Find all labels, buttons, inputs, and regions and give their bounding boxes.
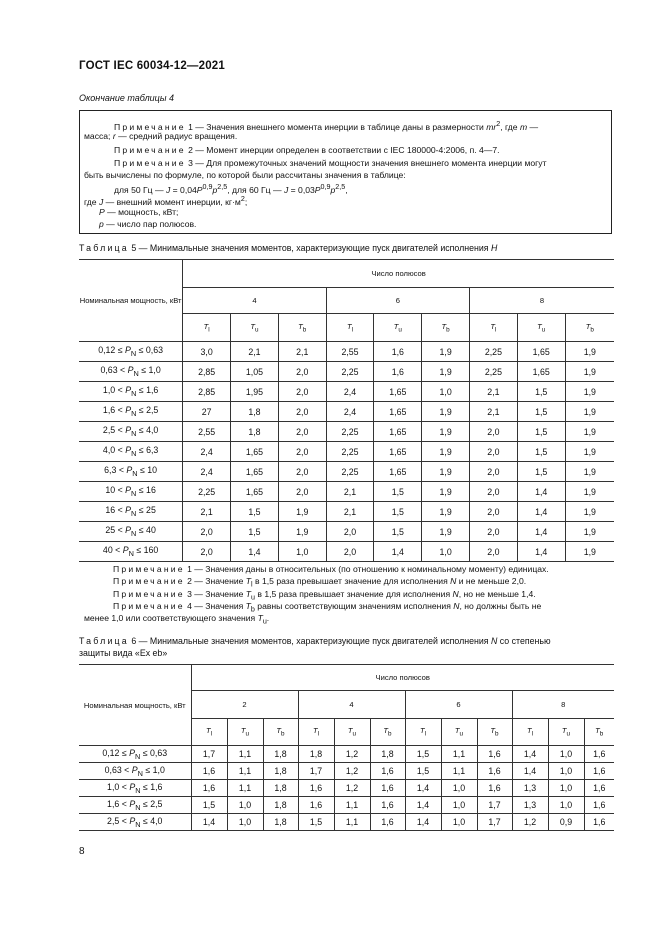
table5-torque-symbol: $T_l$ xyxy=(326,314,374,342)
table5-value-cell: 2,0 xyxy=(326,522,374,542)
table6-value-cell: 1,6 xyxy=(370,763,405,780)
table5-value-cell: 2,0 xyxy=(470,482,518,502)
table4-note-line: быть вычислены по формуле, по которой были рассчитаны значения в таблице: xyxy=(84,170,406,180)
table5-value-cell: 1,9 xyxy=(422,522,470,542)
table5-value-cell: 1,9 xyxy=(565,342,614,362)
table5-value-cell: 3,0 xyxy=(183,342,231,362)
table5-value-cell: 1,65 xyxy=(231,462,279,482)
table6-value-cell: 1,7 xyxy=(298,763,334,780)
table6-value-cell: 1,6 xyxy=(191,763,227,780)
table5-row xyxy=(79,522,614,542)
table5-value-cell: 1,9 xyxy=(278,522,326,542)
table5-value-cell: 2,0 xyxy=(470,462,518,482)
table6-value-cell: 1,4 xyxy=(512,746,548,763)
table5-value-cell: 1,4 xyxy=(517,522,565,542)
table5-value-cell: 1,65 xyxy=(374,422,422,442)
table5-row xyxy=(79,482,614,502)
table5-value-cell: 2,4 xyxy=(326,402,374,422)
table6-value-cell: 1,0 xyxy=(227,814,263,831)
table5-value-cell: 2,25 xyxy=(470,342,518,362)
table6-value-cell: 1,1 xyxy=(227,780,263,797)
table5-value-cell: 2,4 xyxy=(183,462,231,482)
table6-value-cell: 1,8 xyxy=(263,746,298,763)
table5-torque-symbol: $T_l$ xyxy=(183,314,231,342)
table5-value-cell: 2,25 xyxy=(470,362,518,382)
table6 xyxy=(79,664,614,831)
table5-value-cell: 1,6 xyxy=(374,342,422,362)
table6-torque-symbol: $T_b$ xyxy=(263,719,298,746)
table5-value-cell: 2,1 xyxy=(326,482,374,502)
table4-notes-box xyxy=(79,110,612,234)
table6-torque-symbol: $T_b$ xyxy=(370,719,405,746)
table6-torque-symbol: $T_l$ xyxy=(405,719,441,746)
table5-value-cell: 1,0 xyxy=(422,382,470,402)
table6-torque-symbol: $T_l$ xyxy=(298,719,334,746)
table6-value-cell: 1,6 xyxy=(584,797,614,814)
table5-row xyxy=(79,442,614,462)
table5-value-cell: 2,25 xyxy=(326,442,374,462)
table5-value-cell: 2,55 xyxy=(326,342,374,362)
table6-caption-line2: защиты вида «Ex eb» xyxy=(79,648,168,658)
table6-value-cell: 1,0 xyxy=(441,780,477,797)
table6-value-cell: 1,7 xyxy=(477,797,512,814)
table5-value-cell: 1,9 xyxy=(565,522,614,542)
table6-value-cell: 1,6 xyxy=(477,780,512,797)
table5-value-cell: 1,4 xyxy=(517,542,565,562)
table5-value-cell: 2,1 xyxy=(183,502,231,522)
table5-value-cell: 2,85 xyxy=(183,382,231,402)
table5-pole-count: 6 xyxy=(326,288,469,314)
table5-value-cell: 1,65 xyxy=(231,442,279,462)
table5-value-cell: 2,0 xyxy=(470,542,518,562)
table4-note-line: где J — внешний момент инерции, $кг\cdot м^2$; xyxy=(84,195,248,207)
table5-power-header: Номинальная мощность, кВт xyxy=(79,260,183,342)
table6-torque-symbol: $T_u$ xyxy=(334,719,370,746)
table5-value-cell: 1,5 xyxy=(374,482,422,502)
table5-note: Примечание 4 — Значения $T_b$ равны соответствующим значениям исполнения N, но должны быть не xyxy=(113,601,542,614)
table5-power-cell: $1,0 < P_N \le 1,6$ xyxy=(79,382,183,402)
table5-note: менее 1,0 или соответствующего значения $T_u$. xyxy=(84,613,270,626)
table6-torque-symbol: $T_u$ xyxy=(548,719,584,746)
table6-value-cell: 1,6 xyxy=(191,780,227,797)
table5-value-cell: 2,25 xyxy=(326,362,374,382)
table5-poles-header: Число полюсов xyxy=(183,260,614,288)
table6-value-cell: 1,7 xyxy=(191,746,227,763)
table6-pole-count: 2 xyxy=(191,691,298,719)
table5-power-cell: $1,6 < P_N \le 2,5$ xyxy=(79,402,183,422)
table5-value-cell: 2,0 xyxy=(278,462,326,482)
table5-value-cell: 1,4 xyxy=(517,482,565,502)
table6-power-cell: $1,0 < P_N \le 1,6$ xyxy=(79,780,191,797)
table6-value-cell: 1,6 xyxy=(298,797,334,814)
table4-formula-line: для 50 Гц — $J = 0,04P^{0,9}p^{2,5}$, для 60 Гц — $J = 0,03P^{0,9}p^{2,5}$, xyxy=(114,183,348,195)
table6-value-cell: 1,7 xyxy=(477,814,512,831)
table6-value-cell: 1,0 xyxy=(548,746,584,763)
table6-value-cell: 1,0 xyxy=(441,797,477,814)
table4-end-caption: Окончание таблицы 4 xyxy=(79,93,174,103)
table5-value-cell: 1,95 xyxy=(231,382,279,402)
table5-value-cell: 1,5 xyxy=(517,422,565,442)
table4-note-line: Примечание 2 — Момент инерции определен в соответствии с IEC 180000-4:2006, п. 4—7. xyxy=(114,145,500,155)
table6-value-cell: 1,6 xyxy=(370,797,405,814)
table6-value-cell: 1,5 xyxy=(405,763,441,780)
table6-value-cell: 1,6 xyxy=(584,763,614,780)
table5-torque-symbol: $T_b$ xyxy=(278,314,326,342)
table6-value-cell: 1,2 xyxy=(334,746,370,763)
table6-value-cell: 1,6 xyxy=(584,780,614,797)
table6-value-cell: 1,6 xyxy=(370,814,405,831)
table5-power-cell: $16 < P_N \le 25$ xyxy=(79,502,183,522)
table4-note-line: P — мощность, кВт; xyxy=(99,207,179,217)
table5-value-cell: 2,4 xyxy=(183,442,231,462)
table4-note-line: Примечание 1 — Значения внешнего момента инерции в таблице даны в размерности $mr^2$, где m — xyxy=(114,120,539,132)
table5-value-cell: 2,0 xyxy=(183,522,231,542)
document-header: ГОСТ IEC 60034-12—2021 xyxy=(79,60,225,72)
table6-value-cell: 1,5 xyxy=(191,797,227,814)
table6-pole-count: 8 xyxy=(512,691,614,719)
table5-value-cell: 1,0 xyxy=(278,542,326,562)
table6-value-cell: 1,6 xyxy=(298,780,334,797)
table5-note: Примечание 2 — Значение $T_l$ в 1,5 раза превышает значение для исполнения N и не меньше 2,0. xyxy=(113,576,527,589)
table5-value-cell: 2,1 xyxy=(470,382,518,402)
table6-value-cell: 1,4 xyxy=(512,763,548,780)
table5-value-cell: 1,9 xyxy=(565,442,614,462)
table5-value-cell: 2,0 xyxy=(278,422,326,442)
table6-row xyxy=(79,814,614,831)
table5-row xyxy=(79,402,614,422)
table6-torque-symbol: $T_b$ xyxy=(477,719,512,746)
table5-value-cell: 2,1 xyxy=(326,502,374,522)
table5-value-cell: 1,5 xyxy=(517,442,565,462)
table6-torque-symbol: $T_u$ xyxy=(227,719,263,746)
table5-value-cell: 1,9 xyxy=(422,502,470,522)
table5-value-cell: 2,1 xyxy=(278,342,326,362)
table5-value-cell: 1,9 xyxy=(565,402,614,422)
table5-value-cell: 2,1 xyxy=(470,402,518,422)
table5-power-cell: $6,3 < P_N \le 10$ xyxy=(79,462,183,482)
table5-value-cell: 1,4 xyxy=(517,502,565,522)
table6-value-cell: 1,4 xyxy=(191,814,227,831)
table6-value-cell: 1,8 xyxy=(298,746,334,763)
table6-row xyxy=(79,780,614,797)
table5-value-cell: 1,9 xyxy=(565,362,614,382)
table6-caption: Таблица 6 — Минимальные значения моментов, характеризующие пуск двигателей исполнения N со степенью xyxy=(79,636,551,646)
table5-power-cell: $4,0 < P_N \le 6,3$ xyxy=(79,442,183,462)
table5-value-cell: 2,0 xyxy=(278,442,326,462)
table5-value-cell: 1,5 xyxy=(374,522,422,542)
table6-torque-symbol: $T_l$ xyxy=(191,719,227,746)
table5-torque-symbol: $T_u$ xyxy=(517,314,565,342)
table5-value-cell: 1,0 xyxy=(422,542,470,562)
table5-value-cell: 1,9 xyxy=(422,442,470,462)
table5-value-cell: 1,65 xyxy=(374,442,422,462)
table6-value-cell: 1,1 xyxy=(227,763,263,780)
table5-value-cell: 2,25 xyxy=(326,422,374,442)
table5-value-cell: 2,1 xyxy=(231,342,279,362)
table6-value-cell: 1,4 xyxy=(405,814,441,831)
table5-value-cell: 2,0 xyxy=(278,402,326,422)
table5-row xyxy=(79,542,614,562)
table5-value-cell: 1,9 xyxy=(565,422,614,442)
table5-row xyxy=(79,422,614,442)
table5-pole-count: 4 xyxy=(183,288,326,314)
table4-note-line: масса; r — средний радиус вращения. xyxy=(84,131,238,141)
table5-value-cell: 2,0 xyxy=(278,362,326,382)
table5-note: Примечание 1 — Значения даны в относительных (по отношению к номинальному моменту) единицах. xyxy=(113,564,549,574)
table6-torque-symbol: $T_l$ xyxy=(512,719,548,746)
table6-value-cell: 1,2 xyxy=(512,814,548,831)
table6-value-cell: 1,4 xyxy=(405,797,441,814)
table6-power-header: Номинальная мощность, кВт xyxy=(79,665,191,746)
table5-value-cell: 2,0 xyxy=(470,422,518,442)
table6-value-cell: 1,8 xyxy=(263,780,298,797)
table5-value-cell: 1,5 xyxy=(517,382,565,402)
table5-value-cell: 27 xyxy=(183,402,231,422)
table5-value-cell: 1,65 xyxy=(517,342,565,362)
table6-value-cell: 1,8 xyxy=(263,763,298,780)
table5-power-cell: $10 < P_N \le 16$ xyxy=(79,482,183,502)
table6-value-cell: 1,1 xyxy=(441,763,477,780)
table6-value-cell: 0,9 xyxy=(548,814,584,831)
table5-value-cell: 1,5 xyxy=(374,502,422,522)
table5-value-cell: 1,9 xyxy=(422,362,470,382)
table6-value-cell: 1,2 xyxy=(334,763,370,780)
table5-value-cell: 1,8 xyxy=(231,422,279,442)
table5-row xyxy=(79,342,614,362)
table5-row xyxy=(79,382,614,402)
table5-value-cell: 1,4 xyxy=(231,542,279,562)
table5-value-cell: 1,9 xyxy=(422,462,470,482)
table6-value-cell: 1,3 xyxy=(512,780,548,797)
table5-value-cell: 2,4 xyxy=(326,382,374,402)
table5-power-cell: $40 < P_N \le 160$ xyxy=(79,542,183,562)
table6-poles-header: Число полюсов xyxy=(191,665,614,691)
table6-value-cell: 1,6 xyxy=(477,746,512,763)
table6-value-cell: 1,5 xyxy=(405,746,441,763)
table6-value-cell: 1,6 xyxy=(370,780,405,797)
table6-value-cell: 1,1 xyxy=(334,797,370,814)
table5-value-cell: 1,65 xyxy=(231,482,279,502)
table5-value-cell: 1,9 xyxy=(422,482,470,502)
table5-value-cell: 1,9 xyxy=(565,462,614,482)
table6-value-cell: 1,2 xyxy=(334,780,370,797)
table6-value-cell: 1,8 xyxy=(370,746,405,763)
table6-pole-count: 6 xyxy=(405,691,512,719)
table6-value-cell: 1,0 xyxy=(548,780,584,797)
table4-note-line: p — число пар полюсов. xyxy=(99,219,197,229)
table5-value-cell: 1,9 xyxy=(565,382,614,402)
table5-value-cell: 1,65 xyxy=(374,402,422,422)
table6-value-cell: 1,5 xyxy=(298,814,334,831)
table6-value-cell: 1,6 xyxy=(584,814,614,831)
table5-value-cell: 1,9 xyxy=(278,502,326,522)
table5-value-cell: 1,9 xyxy=(565,482,614,502)
table5-value-cell: 1,4 xyxy=(374,542,422,562)
table5-value-cell: 1,65 xyxy=(517,362,565,382)
table5-value-cell: 1,65 xyxy=(374,382,422,402)
table5-power-cell: $0,63 < P_N \le 1,0$ xyxy=(79,362,183,382)
table6-row xyxy=(79,746,614,763)
table5-value-cell: 1,9 xyxy=(422,342,470,362)
table5-value-cell: 1,9 xyxy=(565,502,614,522)
table5-value-cell: 2,25 xyxy=(183,482,231,502)
table5-row xyxy=(79,362,614,382)
table5-pole-count: 8 xyxy=(470,288,614,314)
table5-value-cell: 1,05 xyxy=(231,362,279,382)
table5-torque-symbol: $T_l$ xyxy=(470,314,518,342)
table5-value-cell: 2,0 xyxy=(470,442,518,462)
table6-pole-count: 4 xyxy=(298,691,405,719)
table6-power-cell: $2,5 < P_N \le 4,0$ xyxy=(79,814,191,831)
table5-value-cell: 2,85 xyxy=(183,362,231,382)
table5-torque-symbol: $T_u$ xyxy=(231,314,279,342)
table5-note: Примечание 3 — Значение $T_u$ в 1,5 раза превышает значение для исполнения N, но не меньше 1,4. xyxy=(113,589,536,602)
table5-caption: Таблица 5 — Минимальные значения моментов, характеризующие пуск двигателей исполнения H xyxy=(79,243,498,253)
table6-torque-symbol: $T_b$ xyxy=(584,719,614,746)
table5-value-cell: 1,5 xyxy=(231,502,279,522)
table5-value-cell: 1,9 xyxy=(422,422,470,442)
table5-value-cell: 1,9 xyxy=(422,402,470,422)
table5-value-cell: 1,65 xyxy=(374,462,422,482)
table5-value-cell: 2,0 xyxy=(326,542,374,562)
table5-row xyxy=(79,462,614,482)
table5-value-cell: 2,0 xyxy=(470,522,518,542)
table6-row xyxy=(79,763,614,780)
table5-value-cell: 2,55 xyxy=(183,422,231,442)
table5-value-cell: 2,25 xyxy=(326,462,374,482)
table6-value-cell: 1,1 xyxy=(227,746,263,763)
page-number: 8 xyxy=(79,846,85,857)
table5-torque-symbol: $T_u$ xyxy=(374,314,422,342)
table6-value-cell: 1,4 xyxy=(405,780,441,797)
table6-value-cell: 1,0 xyxy=(441,814,477,831)
table5-value-cell: 1,5 xyxy=(517,402,565,422)
table5-value-cell: 1,5 xyxy=(231,522,279,542)
table6-value-cell: 1,0 xyxy=(548,763,584,780)
table5-value-cell: 2,0 xyxy=(278,382,326,402)
table6-value-cell: 1,0 xyxy=(227,797,263,814)
table5 xyxy=(79,259,614,562)
table6-torque-symbol: $T_u$ xyxy=(441,719,477,746)
table5-torque-symbol: $T_b$ xyxy=(422,314,470,342)
table6-value-cell: 1,8 xyxy=(263,797,298,814)
table6-value-cell: 1,8 xyxy=(263,814,298,831)
table5-value-cell: 1,8 xyxy=(231,402,279,422)
table6-value-cell: 1,3 xyxy=(512,797,548,814)
table6-value-cell: 1,1 xyxy=(441,746,477,763)
table5-value-cell: 2,0 xyxy=(278,482,326,502)
table5-power-cell: $25 < P_N \le 40$ xyxy=(79,522,183,542)
table5-power-cell: $2,5 < P_N \le 4,0$ xyxy=(79,422,183,442)
table4-note-line: Примечание 3 — Для промежуточных значений мощности значения внешнего момента инерции могут xyxy=(114,158,547,168)
table6-value-cell: 1,6 xyxy=(477,763,512,780)
table5-torque-symbol: $T_b$ xyxy=(565,314,614,342)
table6-power-cell: $1,6 < P_N \le 2,5$ xyxy=(79,797,191,814)
table5-value-cell: 2,0 xyxy=(470,502,518,522)
table6-value-cell: 1,1 xyxy=(334,814,370,831)
table5-row xyxy=(79,502,614,522)
table5-value-cell: 1,9 xyxy=(565,542,614,562)
table6-power-cell: $0,63 < P_N \le 1,0$ xyxy=(79,763,191,780)
table5-value-cell: 1,5 xyxy=(517,462,565,482)
table5-value-cell: 2,0 xyxy=(183,542,231,562)
table5-value-cell: 1,6 xyxy=(374,362,422,382)
table5-power-cell: $0,12 \le P_N \le 0,63$ xyxy=(79,342,183,362)
table6-power-cell: $0,12 \le P_N \le 0,63$ xyxy=(79,746,191,763)
table6-value-cell: 1,6 xyxy=(584,746,614,763)
table6-value-cell: 1,0 xyxy=(548,797,584,814)
table6-row xyxy=(79,797,614,814)
